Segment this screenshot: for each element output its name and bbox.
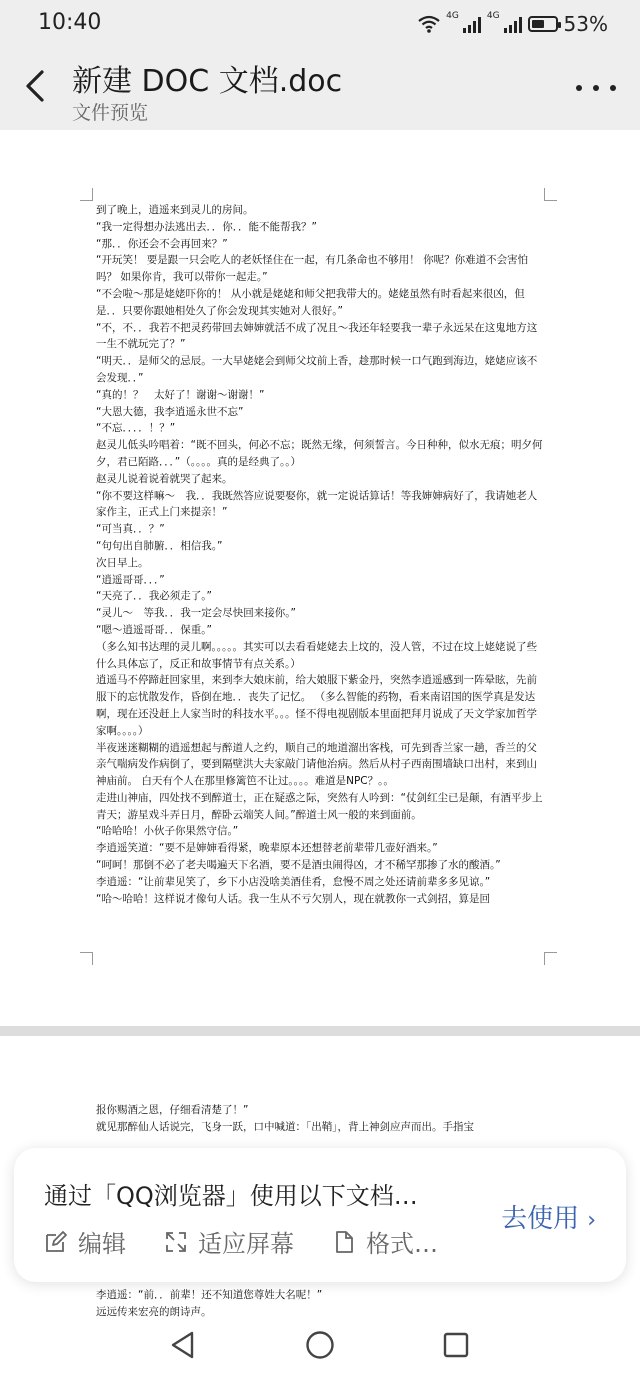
open-with-popup <box>14 1148 626 1282</box>
format-action[interactable] <box>332 1224 438 1259</box>
document-line: 赵灵儿说着说着就哭了起来。 <box>96 472 233 485</box>
wifi-icon <box>418 15 440 33</box>
back-button[interactable] <box>18 66 54 106</box>
document-line: （多么知书达理的灵儿啊。。。。。其实可以去看看姥姥去上坟的，没人管，不过在坟上姥姥说了些什么具体忘了，反正和故事情节有点关系。） <box>96 640 537 670</box>
document-line: “不，不．．我若不把灵药带回去婶婶就活不成了况且～我还年轻要我一辈子永远呆在这鬼地方这一生不就玩完了？” <box>96 321 538 351</box>
status-icons <box>418 12 608 36</box>
network-type-2: 4G <box>486 11 500 21</box>
popup-actions <box>44 1224 438 1259</box>
square-recents-icon <box>441 1330 471 1360</box>
status-time: 10:40 <box>38 10 102 35</box>
document-line: “不忘．．．．！？” <box>96 422 176 435</box>
status-bar <box>0 0 640 44</box>
document-line: 李逍遥：“让前辈见笑了，乡下小店没啥美酒佳肴，怠慢不周之处还请前辈多多见谅。” <box>96 875 491 888</box>
format-action-label: 格式… <box>366 1230 438 1258</box>
document-line: 赵灵儿低头吟唱着：“既不回头，何必不忘；既然无缘，何须誓言。今日种种，似水无痕；明夕何夕，君已陌路．．．”（。。。。真的是经典了。。） <box>96 439 543 468</box>
use-button-label: 去使用 <box>501 1204 580 1234</box>
fit-screen-action-label: 适应屏幕 <box>198 1230 294 1258</box>
nav-home-button[interactable] <box>305 1330 335 1360</box>
document-line: “不会啦～那是姥姥吓你的！ 从小就是姥姥和师父把我带大的。姥姥虽然有时看起来很凶，但是．．只要你跟她相处久了你会发现其实她对人很好。” <box>96 287 525 317</box>
document-line: “大恩大德，我李逍遥永世不忘” <box>96 405 244 418</box>
document-line: “逍遥哥哥．．．” <box>96 573 165 586</box>
crop-mark <box>80 188 93 201</box>
document-line: 次日早上。 <box>96 556 149 569</box>
document-line: 逍遥马不停蹄赶回家里，来到李大娘床前，给大娘服下紫金丹，突然李逍遥感到一阵晕眩，先前服下的忘忧散发作，昏倒在地．．丧失了记忆。 （多么智能的药物，看来南诏国的医学真是发达啊，现在还没赶上人家当时的科技水平。。。怪不得电视剧版本里面把拜月说成了天文学家加哲学家啊。。。。） <box>96 674 537 737</box>
edit-action-label: 编辑 <box>78 1230 126 1258</box>
document-line: “那．．你还会不会再回来？” <box>96 237 228 250</box>
nav-recents-button[interactable] <box>441 1330 471 1360</box>
document-line: 到了晚上，逍遥来到灵儿的房间。 <box>96 204 254 216</box>
document-line: “可当真．．？” <box>96 523 165 536</box>
document-line: 走进山神庙，四处找不到醉道士，正在疑惑之际，突然有人吟到：“仗剑红尘已是颠，有酒平步上青天；游星戏斗弄日月，醉卧云端笑人间。”醉道士风一般的来到面前。 <box>96 791 543 821</box>
document-line: “哈哈哈！小伙子你果然守信。” <box>96 825 239 838</box>
crop-mark <box>544 952 557 965</box>
popup-title: 通过「QQ浏览器」使用以下文档… <box>44 1182 418 1210</box>
signal-icon-1 <box>463 15 481 33</box>
circle-home-icon <box>305 1330 335 1360</box>
page-title: 新建 DOC 文档.doc <box>72 64 343 99</box>
document-line: “呵呵！那倒不必了老夫喝遍天下名酒，要不是酒虫闹得凶，才不稀罕那掺了水的酸酒。” <box>96 859 501 872</box>
signal-icon-2 <box>504 15 522 33</box>
document-line: “你不要这样嘛～ 我．．我既然答应说要娶你，就一定说话算话！等我婶婶病好了，我请她老人家作主，正式上门来提亲！” <box>96 489 538 519</box>
document-line: 半夜迷迷糊糊的逍遥想起与醉道人之约，顺自己的地道溜出客栈，可先到香兰家一趟，香兰的父亲气喘病发作病倒了，要到隔壁洪大夫家敲门请他治病。然后从村子西南围墙缺口出村，来到山神庙前。 白天有个人在那里修篱笆不让过。。。。难道是NPC？。。 <box>96 741 537 788</box>
more-options-button[interactable] <box>576 78 616 98</box>
document-line: “明天．．是师父的忌辰。一大早姥姥会到师父坟前上香，趁那时候一口气跑到海边，姥姥应该不会发现．．” <box>96 355 538 384</box>
edit-action[interactable] <box>44 1224 126 1259</box>
document-line: 李逍遥：“前．．前辈！还不知道您尊姓大名呢！” <box>96 1288 323 1301</box>
triangle-back-icon <box>168 1330 198 1360</box>
more-dots-icon <box>576 85 582 91</box>
document-line: “嗯～逍遥哥哥．．保重。” <box>96 623 212 636</box>
app-header <box>0 44 640 130</box>
page-subtitle: 文件预览 <box>72 102 149 124</box>
document-line: “天亮了．．我必须走了。” <box>96 590 212 603</box>
nav-back-button[interactable] <box>168 1330 198 1360</box>
document-line: “句句出自肺腑．．相信我。” <box>96 539 223 552</box>
fit-screen-icon <box>164 1230 188 1254</box>
document-line: “开玩笑！ 要是跟一只会吃人的老妖怪住在一起，有几条命也不够用！ 你呢？你难道不会害怕吗？ 如果你肯，我可以带你一起走。” <box>96 254 529 284</box>
document-line: “我一定得想办法逃出去．．你．．能不能帮我？” <box>96 220 317 233</box>
document-line: 李逍遥笑道：“要不是婶婶看得紧，晚辈原本还想替老前辈带几壶好酒来。” <box>96 842 438 855</box>
document-text <box>96 202 546 907</box>
document-line: 报你赐酒之恩，仔细看清楚了！” <box>96 1104 249 1116</box>
battery-icon <box>528 16 558 32</box>
crop-mark <box>544 188 557 201</box>
document-line: “灵儿～ 等我．．我一定会尽快回来接你。” <box>96 607 296 620</box>
document-icon <box>332 1230 356 1254</box>
crop-mark <box>80 952 93 965</box>
fit-screen-action[interactable] <box>164 1224 294 1259</box>
document-page-1 <box>0 130 640 1026</box>
chevron-left-icon <box>18 66 54 106</box>
network-type-1: 4G <box>446 11 459 21</box>
document-line: 远远传来宏亮的朗诗声。 <box>96 1305 212 1318</box>
system-nav-bar <box>0 1310 640 1386</box>
edit-icon <box>44 1230 68 1254</box>
document-line: 就见那醉仙人话说完，飞身一跃，口中喊道：「出鞘」，背上神剑应声而出。手指宝 <box>96 1120 474 1133</box>
chevron-right-icon: › <box>587 1208 596 1233</box>
document-line: “真的！？ 太好了！谢谢～谢谢！” <box>96 388 265 401</box>
use-button[interactable] <box>501 1198 596 1235</box>
battery-percent: 53% <box>563 12 608 36</box>
document-line: “哈～哈哈！这样说才像句人话。我一生从不亏欠别人，现在就教你一式剑招，算是回 <box>96 892 490 905</box>
